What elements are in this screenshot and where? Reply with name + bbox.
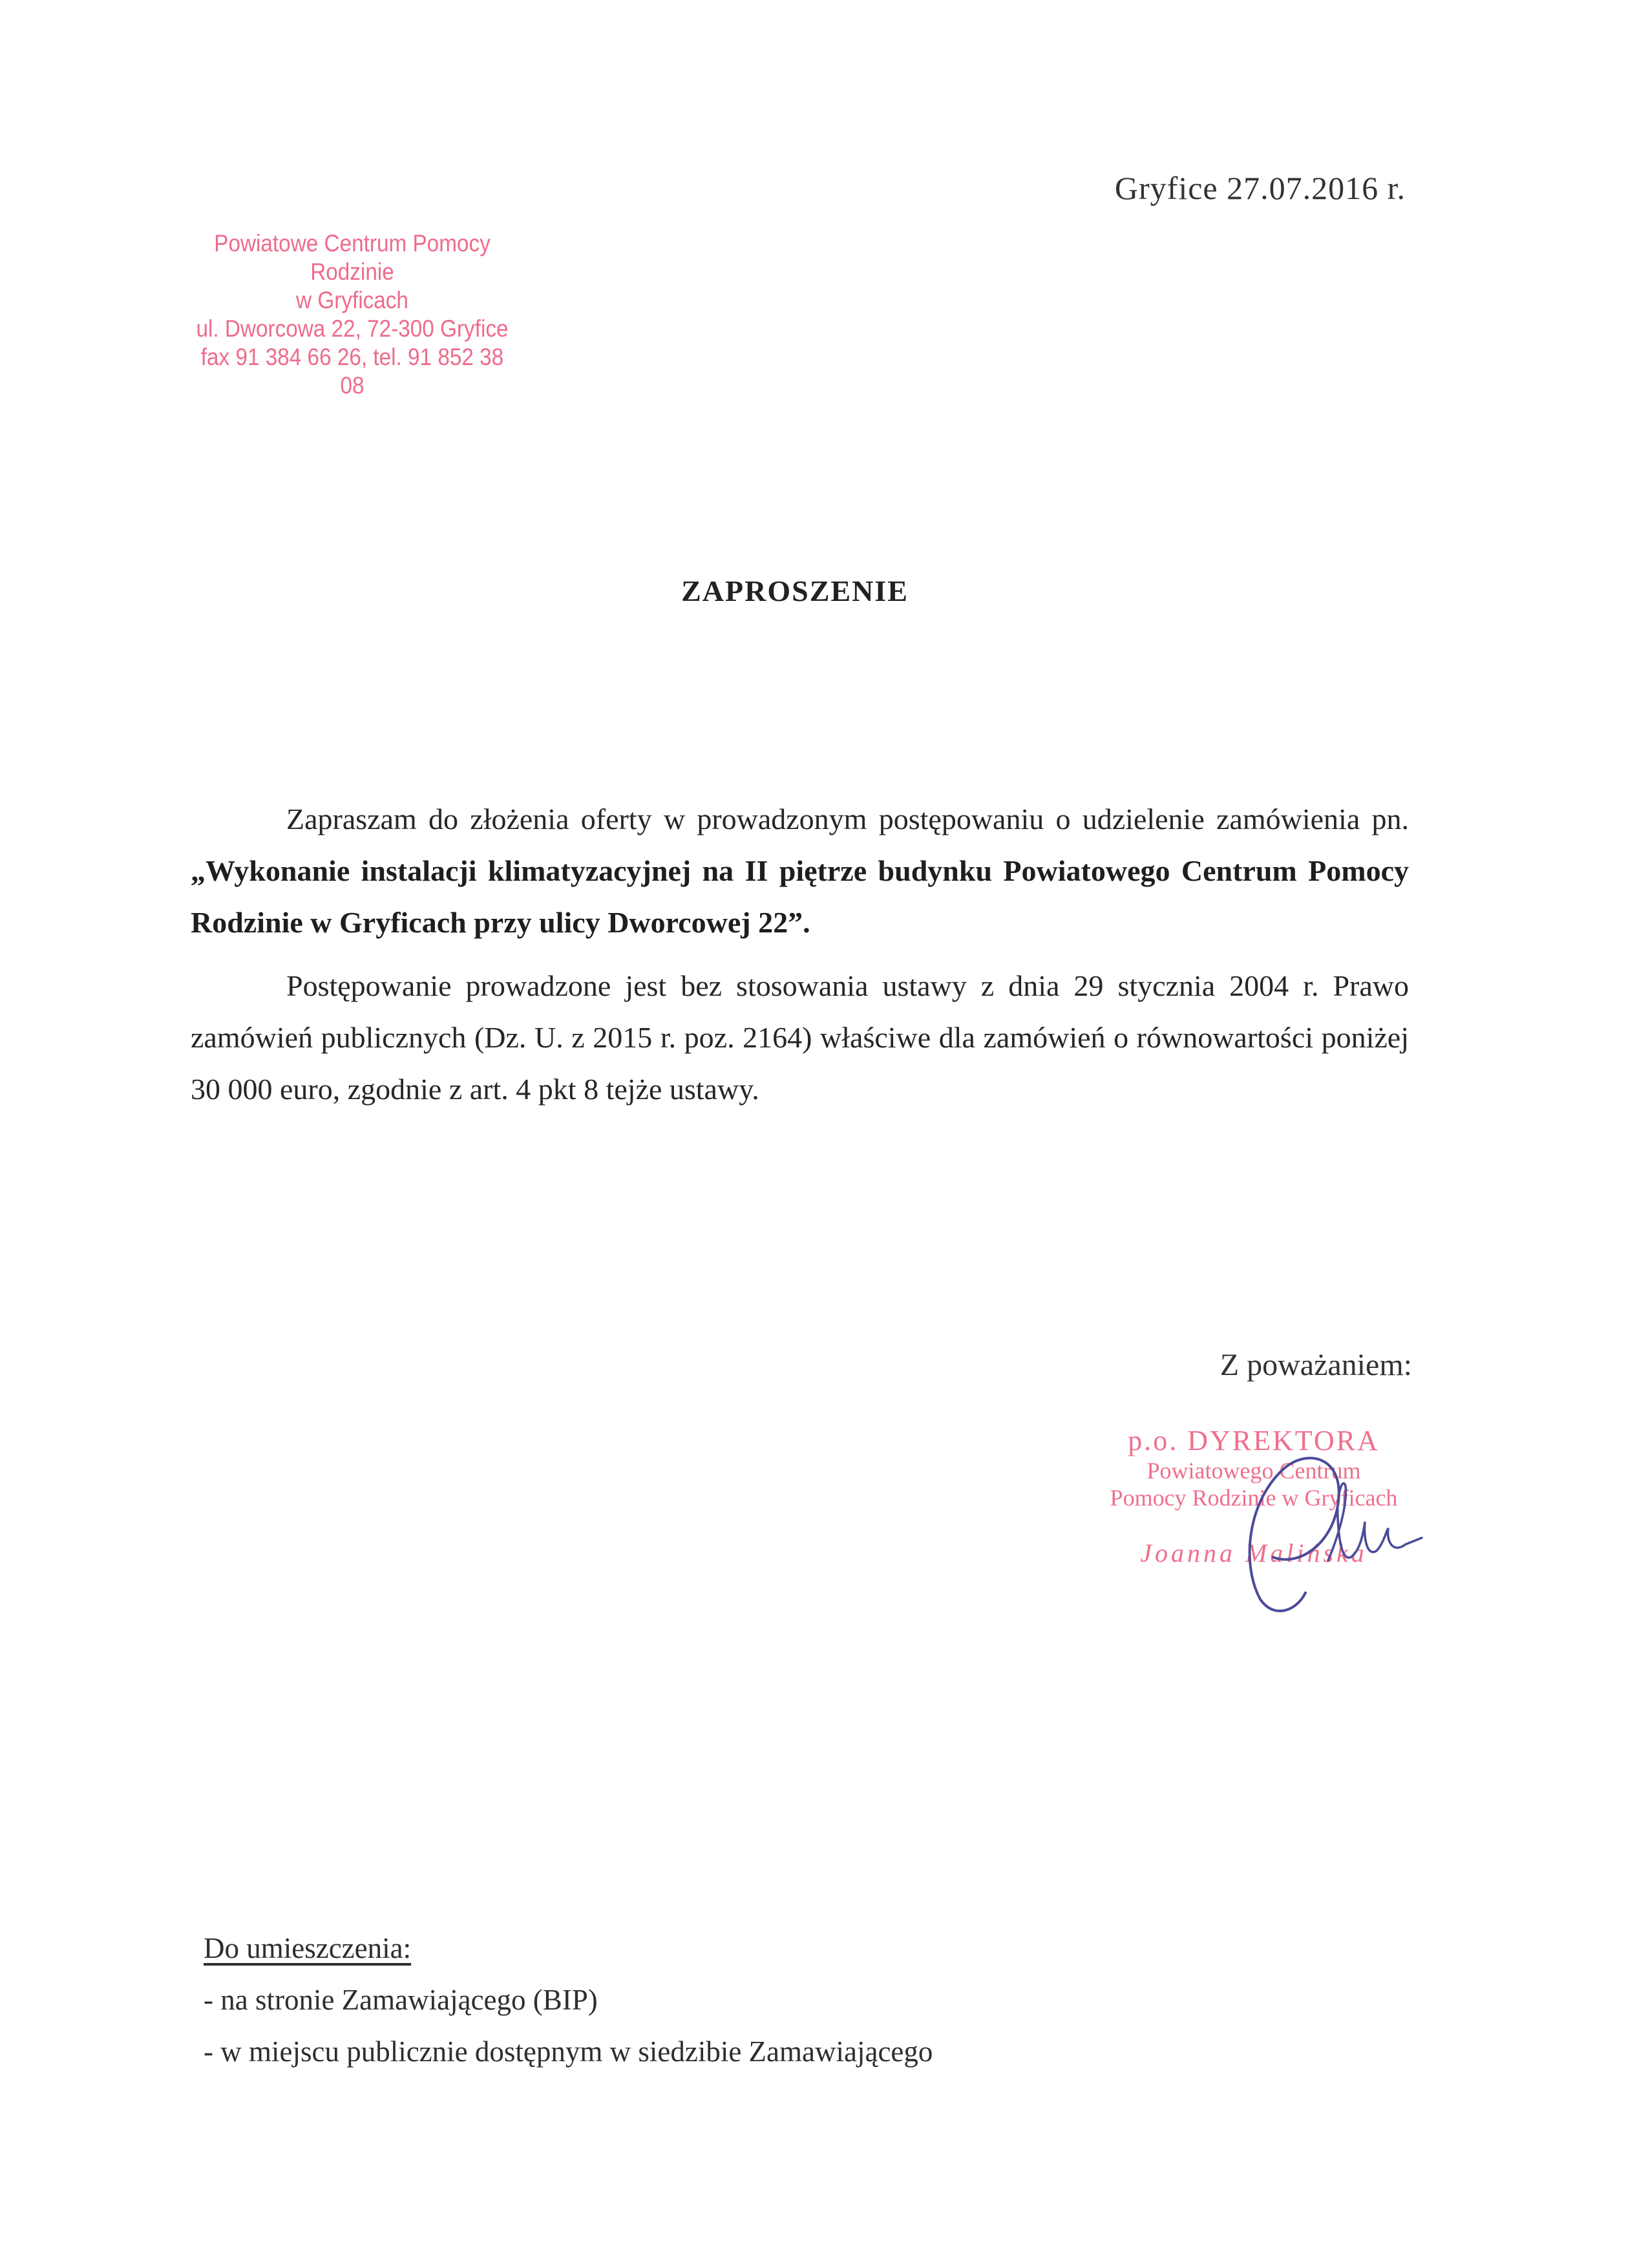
placement-item: - w miejscu publicznie dostępnym w siedzibie Zamawiającego <box>204 2035 933 2068</box>
letterhead-line: fax 91 384 66 26, tel. 91 852 38 08 <box>200 344 504 399</box>
stamp-title: p.o. DYREKTORA <box>1128 1425 1380 1456</box>
stamp-name: Joanna Malińska <box>1140 1538 1368 1568</box>
contract-name: „Wykonanie instalacji klimatyzacyjnej na II piętrze budynku Powiatowego Centrum Pomocy Rodzinie w Gryficach przy ulicy Dworcowej 22”. <box>191 854 1409 939</box>
handwritten-signature <box>1176 1447 1435 1615</box>
placement-item: - na stronie Zamawiającego (BIP) <box>204 1984 598 2016</box>
stamp-line: Powiatowego Centrum <box>1146 1458 1361 1484</box>
stamp-line: Pomocy Rodzinie w Gryficach <box>1110 1485 1398 1511</box>
letterhead-line: ul. Dworcowa 22, 72-300 Gryfice <box>196 315 509 342</box>
letterhead-line: w Gryficach <box>296 287 408 313</box>
signature-stroke <box>1328 1484 1422 1560</box>
document-title: ZAPROSZENIE <box>681 574 909 607</box>
closing-salutation: Z poważaniem: <box>1220 1348 1412 1382</box>
letter-body <box>191 793 1409 1115</box>
signature-stroke <box>1250 1458 1339 1612</box>
document-date: Gryfice 27.07.2016 r. <box>1114 170 1406 206</box>
placement-heading: Do umieszczenia: <box>204 1932 412 1964</box>
paragraph-legal-basis: Postępowanie prowadzone jest bez stosowania ustawy z dnia 29 stycznia 2004 r. Prawo zamówień publicznych (Dz. U. z 2015 r. poz. 2164) właściwe dla zamówień o równowartości poniżej 30 000 euro, zgodnie z art. 4 pkt 8 tejże ustawy. <box>191 969 1409 1106</box>
invitation-text: Zapraszam do złożenia oferty w prowadzonym postępowaniu o udzielenie zamówienia pn. <box>286 803 1409 835</box>
paragraph-invitation <box>191 793 1409 949</box>
letterhead-line: Powiatowe Centrum Pomocy Rodzinie <box>214 230 491 285</box>
letterhead-stamp <box>187 229 518 400</box>
placement-section <box>204 1922 933 2077</box>
